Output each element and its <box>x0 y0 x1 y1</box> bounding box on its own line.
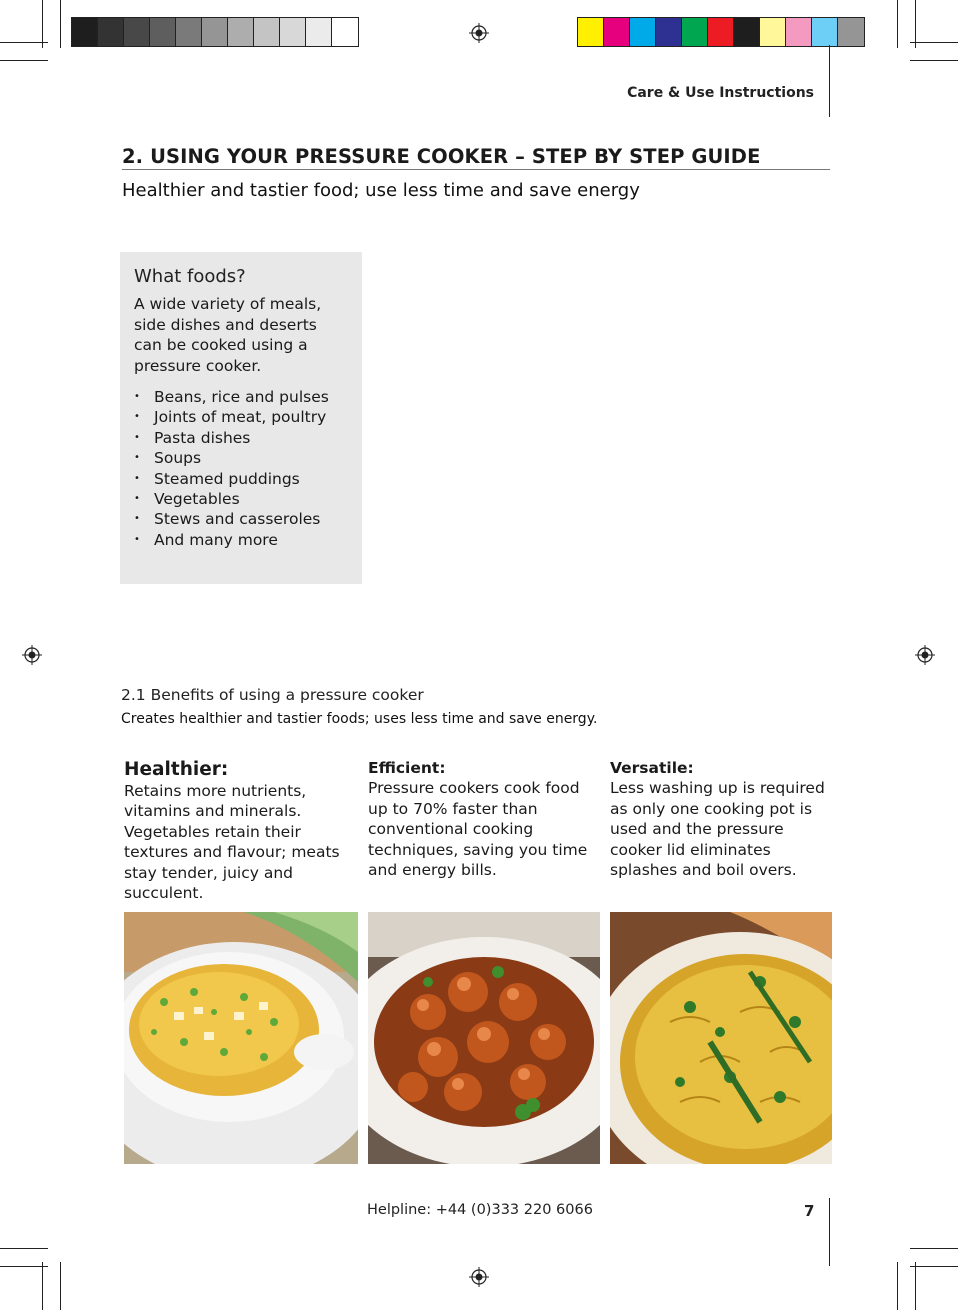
registration-mark-icon <box>469 23 489 43</box>
gray-swatch <box>332 18 358 46</box>
list-item: • Soups <box>134 448 348 468</box>
benefit-versatile <box>610 758 832 880</box>
crop-mark <box>42 0 43 48</box>
panel-heading: What foods? <box>134 266 246 287</box>
crop-mark <box>897 1262 898 1310</box>
benefit-heading: Versatile: <box>610 759 694 777</box>
vegetable-rice-photo <box>610 912 832 1164</box>
color-swatch <box>682 18 708 46</box>
crop-mark <box>42 1262 43 1310</box>
list-item: • Steamed puddings <box>134 469 348 489</box>
gray-swatch <box>124 18 150 46</box>
benefit-heading: Healthier: <box>124 759 229 780</box>
color-swatch <box>604 18 630 46</box>
crop-mark <box>0 42 48 43</box>
crop-mark <box>0 1248 48 1249</box>
gray-swatch <box>72 18 98 46</box>
foods-list <box>134 387 348 550</box>
crop-mark <box>897 0 898 48</box>
crop-mark <box>915 0 916 48</box>
gray-swatch <box>98 18 124 46</box>
header-divider <box>829 45 830 117</box>
benefit-healthier <box>124 759 356 903</box>
section-heading: 2.1 Benefits of using a pressure cooker <box>121 686 424 704</box>
list-item: • Pasta dishes <box>134 428 348 448</box>
gray-swatch <box>176 18 202 46</box>
color-swatch <box>838 18 864 46</box>
crop-mark <box>910 1248 958 1249</box>
page-title: 2. USING YOUR PRESSURE COOKER – STEP BY STEP GUIDE <box>122 145 761 168</box>
crop-mark <box>60 0 61 48</box>
benefit-text: Less washing up is required as only one cooking pot is used and the pressure cooker lid eliminates splashes and boil overs. <box>610 779 825 880</box>
color-swatch <box>812 18 838 46</box>
gray-swatch <box>202 18 228 46</box>
color-swatch <box>630 18 656 46</box>
glazed-chicken-photo <box>368 912 600 1164</box>
list-item: • And many more <box>134 530 348 550</box>
crop-mark <box>910 1266 958 1267</box>
gray-swatch <box>228 18 254 46</box>
list-item: • Vegetables <box>134 489 348 509</box>
section-subheading: Creates healthier and tastier foods; uses less time and save energy. <box>121 711 598 727</box>
list-item: • Joints of meat, poultry <box>134 407 348 427</box>
gray-swatch <box>254 18 280 46</box>
benefit-text: Pressure cookers cook food up to 70% faster than conventional cooking techniques, saving you time and energy bills. <box>368 779 588 880</box>
registration-mark-icon <box>469 1267 489 1287</box>
benefit-heading: Efficient: <box>368 759 446 777</box>
helpline-text: Helpline: +44 (0)333 220 6066 <box>367 1202 593 1218</box>
registration-mark-icon <box>915 645 935 665</box>
benefit-text: Retains more nutrients, vitamins and minerals. Vegetables retain their textures and flavour; meats stay tender, juicy and succulent. <box>124 782 340 903</box>
vegetable-soup-photo <box>124 912 358 1164</box>
list-item: • Beans, rice and pulses <box>134 387 348 407</box>
color-swatch <box>656 18 682 46</box>
gray-swatch <box>150 18 176 46</box>
benefit-efficient <box>368 758 602 880</box>
crop-mark <box>910 42 958 43</box>
color-swatch <box>786 18 812 46</box>
color-swatch <box>578 18 604 46</box>
crop-mark <box>910 60 958 61</box>
gray-swatch <box>306 18 332 46</box>
crop-mark <box>0 1266 48 1267</box>
what-foods-panel <box>120 252 362 584</box>
registration-mark-icon <box>22 645 42 665</box>
panel-intro: A wide variety of meals, side dishes and deserts can be cooked using a pressure cooker. <box>134 295 322 375</box>
crop-mark <box>915 1262 916 1310</box>
color-swatch <box>734 18 760 46</box>
color-swatch <box>760 18 786 46</box>
gray-swatch <box>280 18 306 46</box>
title-underline <box>122 169 830 170</box>
color-swatch <box>708 18 734 46</box>
crop-mark <box>0 60 48 61</box>
process-color-bar <box>577 17 865 47</box>
page-number: 7 <box>804 1202 815 1220</box>
gray-scale-bar <box>71 17 359 47</box>
page-subtitle: Healthier and tastier food; use less time and save energy <box>122 180 640 201</box>
crop-mark <box>60 1262 61 1310</box>
footer-divider <box>829 1198 830 1266</box>
list-item: • Stews and casseroles <box>134 509 348 529</box>
section-label: Care & Use Instructions <box>627 85 814 101</box>
